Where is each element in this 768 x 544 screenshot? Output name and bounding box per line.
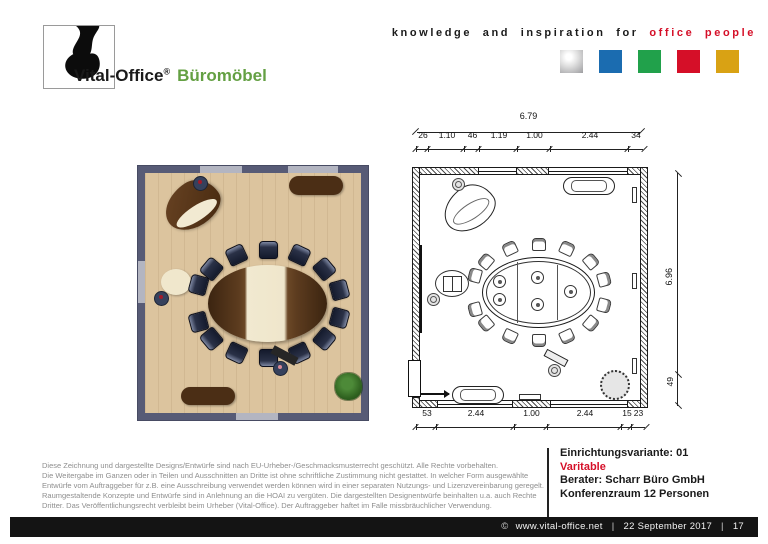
plan-chair xyxy=(596,297,612,314)
person-head xyxy=(278,365,282,369)
plan-chair xyxy=(582,252,601,271)
chair xyxy=(311,256,337,282)
person-head xyxy=(198,180,202,184)
window-sill xyxy=(632,273,637,289)
dim-label: 2.44 xyxy=(581,130,599,140)
desk-inner-line xyxy=(449,193,493,229)
dimension-bottom-segments xyxy=(417,408,645,428)
dim-label: 1.19 xyxy=(490,130,508,140)
red-square xyxy=(677,50,700,73)
tagline-black: knowledge and inspiration for xyxy=(391,27,639,39)
plan-chair xyxy=(582,314,601,333)
plan-chair xyxy=(477,314,496,333)
window xyxy=(478,167,517,175)
variant-line: Einrichtungsvariante: 01 xyxy=(560,447,689,459)
dim-label-sub: 49 xyxy=(665,377,675,387)
footer-separator: | xyxy=(721,521,724,532)
plan-chair xyxy=(467,301,483,318)
disclaimer-line: Entwürfe vom Auftraggeber für z.B. eine Ausschreibung verwendet werden können wird in einer separaten Nutzungs- und Lizenzvereinbarung geregelt. xyxy=(42,481,544,490)
window xyxy=(548,167,628,175)
tagline-red: office people xyxy=(649,27,756,39)
sofa-cushion xyxy=(460,389,496,401)
disclaimer-line: Diese Zeichnung und dargestellte Designs/Entwürfe sind nach EU-Urheber-/Geschmacksmusterrecht geschützt. Alle Rechte vorbehalten. xyxy=(42,461,499,470)
plan-chair xyxy=(558,240,576,258)
table-grommet xyxy=(493,275,506,288)
disclaimer-line: Raumgestaltende Konzepte und Entwürfe sind in Anlehnung an die HOAI zu vergüten. Die dargestellten Designentwürfe beinhalten u.a. auch Rechte xyxy=(42,491,537,500)
project-info xyxy=(560,447,709,501)
window-strip xyxy=(200,166,242,173)
plan-chair xyxy=(596,271,612,288)
table-grommet xyxy=(564,285,577,298)
chair xyxy=(311,326,337,352)
variant-name: Varitable xyxy=(560,460,606,473)
disclaimer-line: Dritter. Das Veröffentlichungsrecht verbleibt beim Urheber (Vital-Office). Der Auftraggeber haftet im Falle missbräuchlicher Verwendung. xyxy=(42,501,492,510)
plan-chair xyxy=(501,328,519,346)
logo-suffix: Büromöbel xyxy=(177,66,267,85)
table-seam xyxy=(557,265,558,320)
plan-person xyxy=(427,293,440,306)
person-left xyxy=(154,291,169,306)
person-presenter xyxy=(273,361,288,376)
blue-square xyxy=(599,50,622,73)
conference-table xyxy=(208,265,327,342)
plan-chair xyxy=(532,334,546,347)
logo-wordmark xyxy=(74,66,267,86)
dim-label: 46 xyxy=(467,130,478,140)
plan-chair xyxy=(501,240,519,258)
table-grommet xyxy=(493,293,506,306)
dim-label: 15 xyxy=(622,408,632,418)
plan-person xyxy=(548,364,561,377)
gold-square xyxy=(716,50,739,73)
tagline xyxy=(392,27,756,39)
person-head xyxy=(159,295,163,299)
disclaimer-line: Die Weitergabe im Ganzen oder in Teilen und Ausschnitten an Dritte ist ohne schriftliche Zustimmung nicht gestattet. In welcher Form ausgewählte xyxy=(42,471,529,480)
table-grommet xyxy=(531,298,544,311)
plan-side-table xyxy=(435,270,469,297)
plan-chair xyxy=(558,328,576,346)
dim-label: 53 xyxy=(422,408,432,418)
dimension-right-height xyxy=(677,173,678,406)
plan-chair xyxy=(467,267,483,284)
tick xyxy=(675,371,682,378)
dim-label: 2.44 xyxy=(467,408,485,418)
wall-right xyxy=(640,167,648,408)
plan-sofa-top xyxy=(563,177,615,195)
plan-chair xyxy=(477,252,496,271)
dim-label: 2.44 xyxy=(576,408,594,418)
plan-plant xyxy=(600,370,630,400)
dim-label: 1.00 xyxy=(526,130,543,140)
green-square xyxy=(638,50,661,73)
room-line: Konferenzraum 12 Personen xyxy=(560,487,710,500)
table-grommet xyxy=(531,271,544,284)
footer-bar xyxy=(10,517,758,537)
chair xyxy=(224,243,249,267)
dim-label: 1.10 xyxy=(438,130,456,140)
plan-person xyxy=(452,178,465,191)
room-3d-render xyxy=(138,166,368,420)
reception-desk xyxy=(156,171,229,239)
chair xyxy=(224,341,249,365)
dimension-label: 6.79 xyxy=(519,111,538,121)
chair xyxy=(259,241,278,259)
brand-color-squares xyxy=(560,50,739,73)
chair xyxy=(328,278,350,301)
logo-name: Vital-Office xyxy=(74,66,164,85)
side-table-top xyxy=(443,276,462,292)
footer-separator: | xyxy=(611,521,615,532)
window-strip xyxy=(288,166,338,173)
plan-reception-desk xyxy=(435,176,503,241)
consultant-line: Berater: Scharr Büro GmbH xyxy=(560,474,705,486)
dim-label: 1.00 xyxy=(523,408,540,418)
dim-label-height: 6.96 xyxy=(664,268,674,286)
wood-floor xyxy=(145,173,361,413)
dimension-top-segments xyxy=(417,130,643,150)
footer-page-number: 17 xyxy=(732,521,744,532)
sofa-bottom-left xyxy=(181,387,235,405)
registered-mark: ® xyxy=(163,66,171,77)
chair xyxy=(328,306,350,329)
chair xyxy=(187,273,209,296)
info-divider xyxy=(547,448,549,518)
window-sill xyxy=(632,358,637,374)
dim-label: 34 xyxy=(631,130,641,140)
tick xyxy=(675,170,682,177)
plant xyxy=(335,373,362,400)
legal-disclaimer xyxy=(42,461,547,511)
window xyxy=(550,400,628,408)
copyright-icon: © xyxy=(501,521,509,532)
plan-chair xyxy=(532,238,546,251)
silver-square xyxy=(560,50,583,73)
sofa-cushion xyxy=(571,180,607,192)
plan-bench xyxy=(519,394,541,400)
tick xyxy=(643,424,649,430)
plan-sofa-bottom xyxy=(452,386,504,404)
window-sill xyxy=(632,187,637,203)
dim-label: 23 xyxy=(633,408,644,418)
footer-date: 22 September 2017 xyxy=(623,521,713,532)
tick xyxy=(675,402,682,409)
dim-label: 26 xyxy=(418,130,428,140)
chair xyxy=(287,243,312,267)
window-strip xyxy=(138,261,145,303)
footer-url[interactable]: www.vital-office.net xyxy=(515,521,603,532)
person-at-desk xyxy=(193,176,208,191)
tick xyxy=(641,146,647,152)
window-strip xyxy=(236,413,278,420)
side-table xyxy=(161,269,191,295)
table-seam xyxy=(517,262,518,323)
sofa-top-right xyxy=(289,176,343,195)
floor-plan xyxy=(412,167,648,408)
desk-front xyxy=(173,194,221,232)
plan-interior xyxy=(420,175,640,400)
